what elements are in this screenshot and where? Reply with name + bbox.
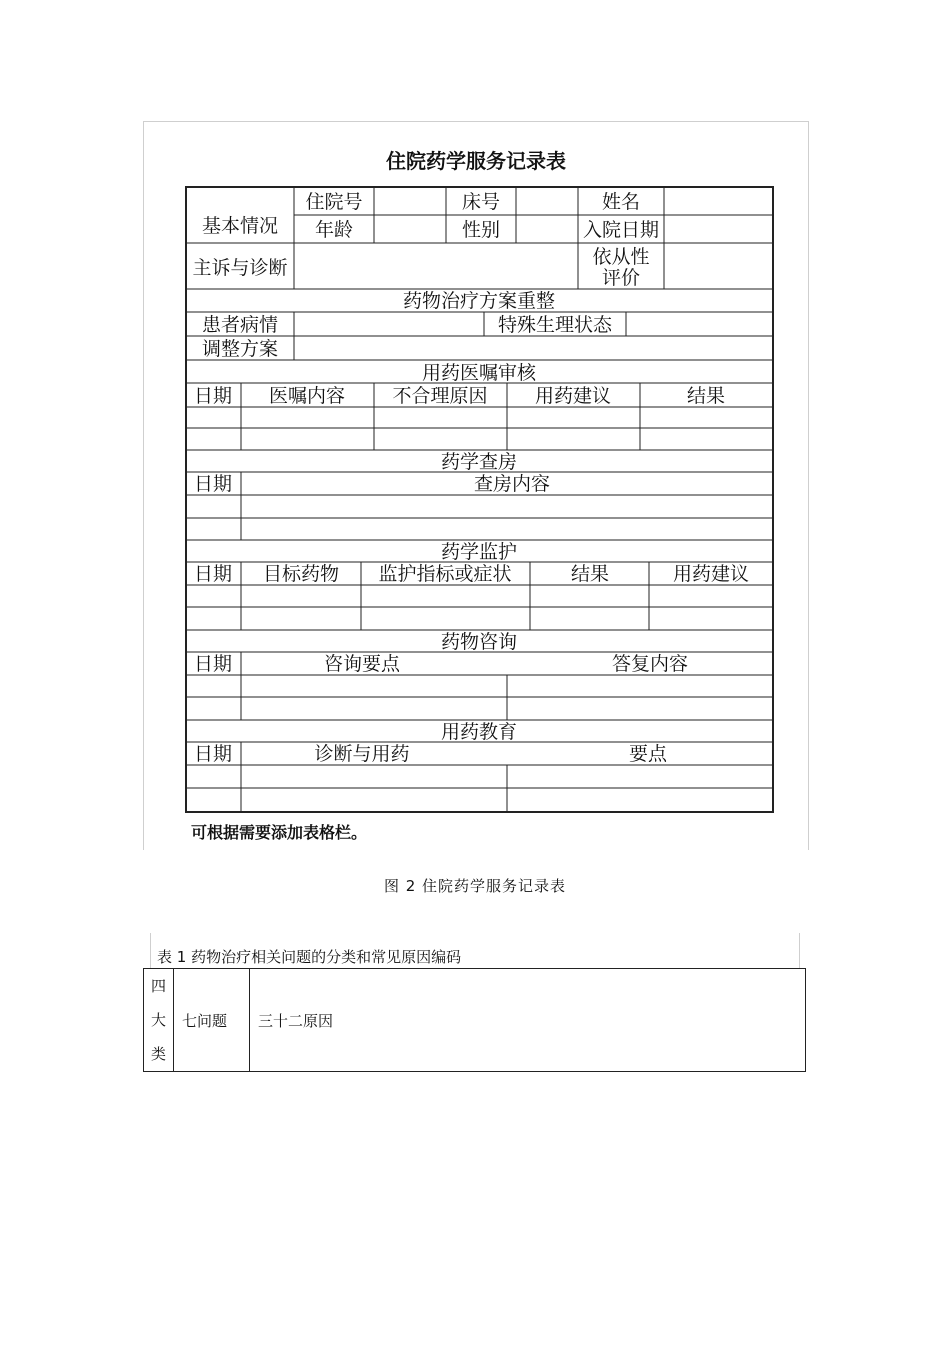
label-complaint-diagnosis: 主诉与诊断 xyxy=(192,257,288,279)
header-monitor-advice: 用药建议 xyxy=(672,563,750,585)
section-consultation: 药物咨询 xyxy=(440,631,518,653)
header-rounds-content: 查房内容 xyxy=(473,473,551,495)
form-labels xyxy=(192,191,749,765)
section-monitoring: 药学监护 xyxy=(440,541,518,563)
form-note: 可根据需要添加表格栏。 xyxy=(191,823,368,842)
table1-caption: 表 1 药物治疗相关问题的分类和常见原因编码 xyxy=(150,933,800,969)
header-key-points: 要点 xyxy=(628,743,668,765)
header-order-content: 医嘱内容 xyxy=(268,385,346,407)
header-unreasonable-reason: 不合理原因 xyxy=(392,385,488,407)
category-char: 大 xyxy=(150,1011,166,1029)
label-adjust-plan: 调整方案 xyxy=(201,338,279,360)
header-consult-points: 咨询要点 xyxy=(323,653,401,675)
label-compliance-2: 评价 xyxy=(601,267,641,289)
header-monitor-date: 日期 xyxy=(193,563,233,585)
header-education-date: 日期 xyxy=(193,743,233,765)
figure-record-form xyxy=(143,121,809,850)
figure-caption: 图 2 住院药学服务记录表 xyxy=(383,877,567,895)
label-age: 年龄 xyxy=(314,219,354,241)
label-compliance-1: 依从性 xyxy=(592,246,650,268)
header-diagnosis-medication: 诊断与用药 xyxy=(314,743,410,765)
label-admission-date: 入院日期 xyxy=(582,219,660,241)
section-rounds: 药学查房 xyxy=(440,451,518,473)
form-title: 住院药学服务记录表 xyxy=(386,149,566,173)
label-basic-info: 基本情况 xyxy=(201,215,279,237)
header-order-date: 日期 xyxy=(193,385,233,407)
header-rounds-date: 日期 xyxy=(193,473,233,495)
label-special-state: 特殊生理状态 xyxy=(497,314,613,336)
cell-problems: 七问题 xyxy=(174,969,250,1072)
cell-category xyxy=(144,969,174,1072)
category-char: 四 xyxy=(150,977,166,995)
form-grid-lines xyxy=(186,187,773,812)
label-name: 姓名 xyxy=(601,191,641,213)
record-form-grid xyxy=(144,122,808,850)
section-order-review: 用药医嘱审核 xyxy=(421,362,537,384)
category-char: 类 xyxy=(150,1045,166,1063)
label-bed-no: 床号 xyxy=(461,191,501,213)
header-target-drug: 目标药物 xyxy=(262,563,340,585)
header-reply-content: 答复内容 xyxy=(611,653,689,675)
cell-causes: 三十二原因 xyxy=(250,969,806,1072)
section-regimen: 药物治疗方案重整 xyxy=(402,290,556,312)
table-row xyxy=(144,969,806,1072)
table1 xyxy=(143,968,806,1072)
label-patient-condition: 患者病情 xyxy=(201,314,279,336)
header-order-result: 结果 xyxy=(686,385,726,407)
header-consult-date: 日期 xyxy=(193,653,233,675)
label-admission-no: 住院号 xyxy=(305,191,363,213)
header-medication-advice: 用药建议 xyxy=(534,385,612,407)
header-monitor-result: 结果 xyxy=(570,563,610,585)
section-education: 用药教育 xyxy=(440,721,518,743)
label-sex: 性别 xyxy=(461,219,501,241)
header-monitor-indicator: 监护指标或症状 xyxy=(378,563,512,585)
